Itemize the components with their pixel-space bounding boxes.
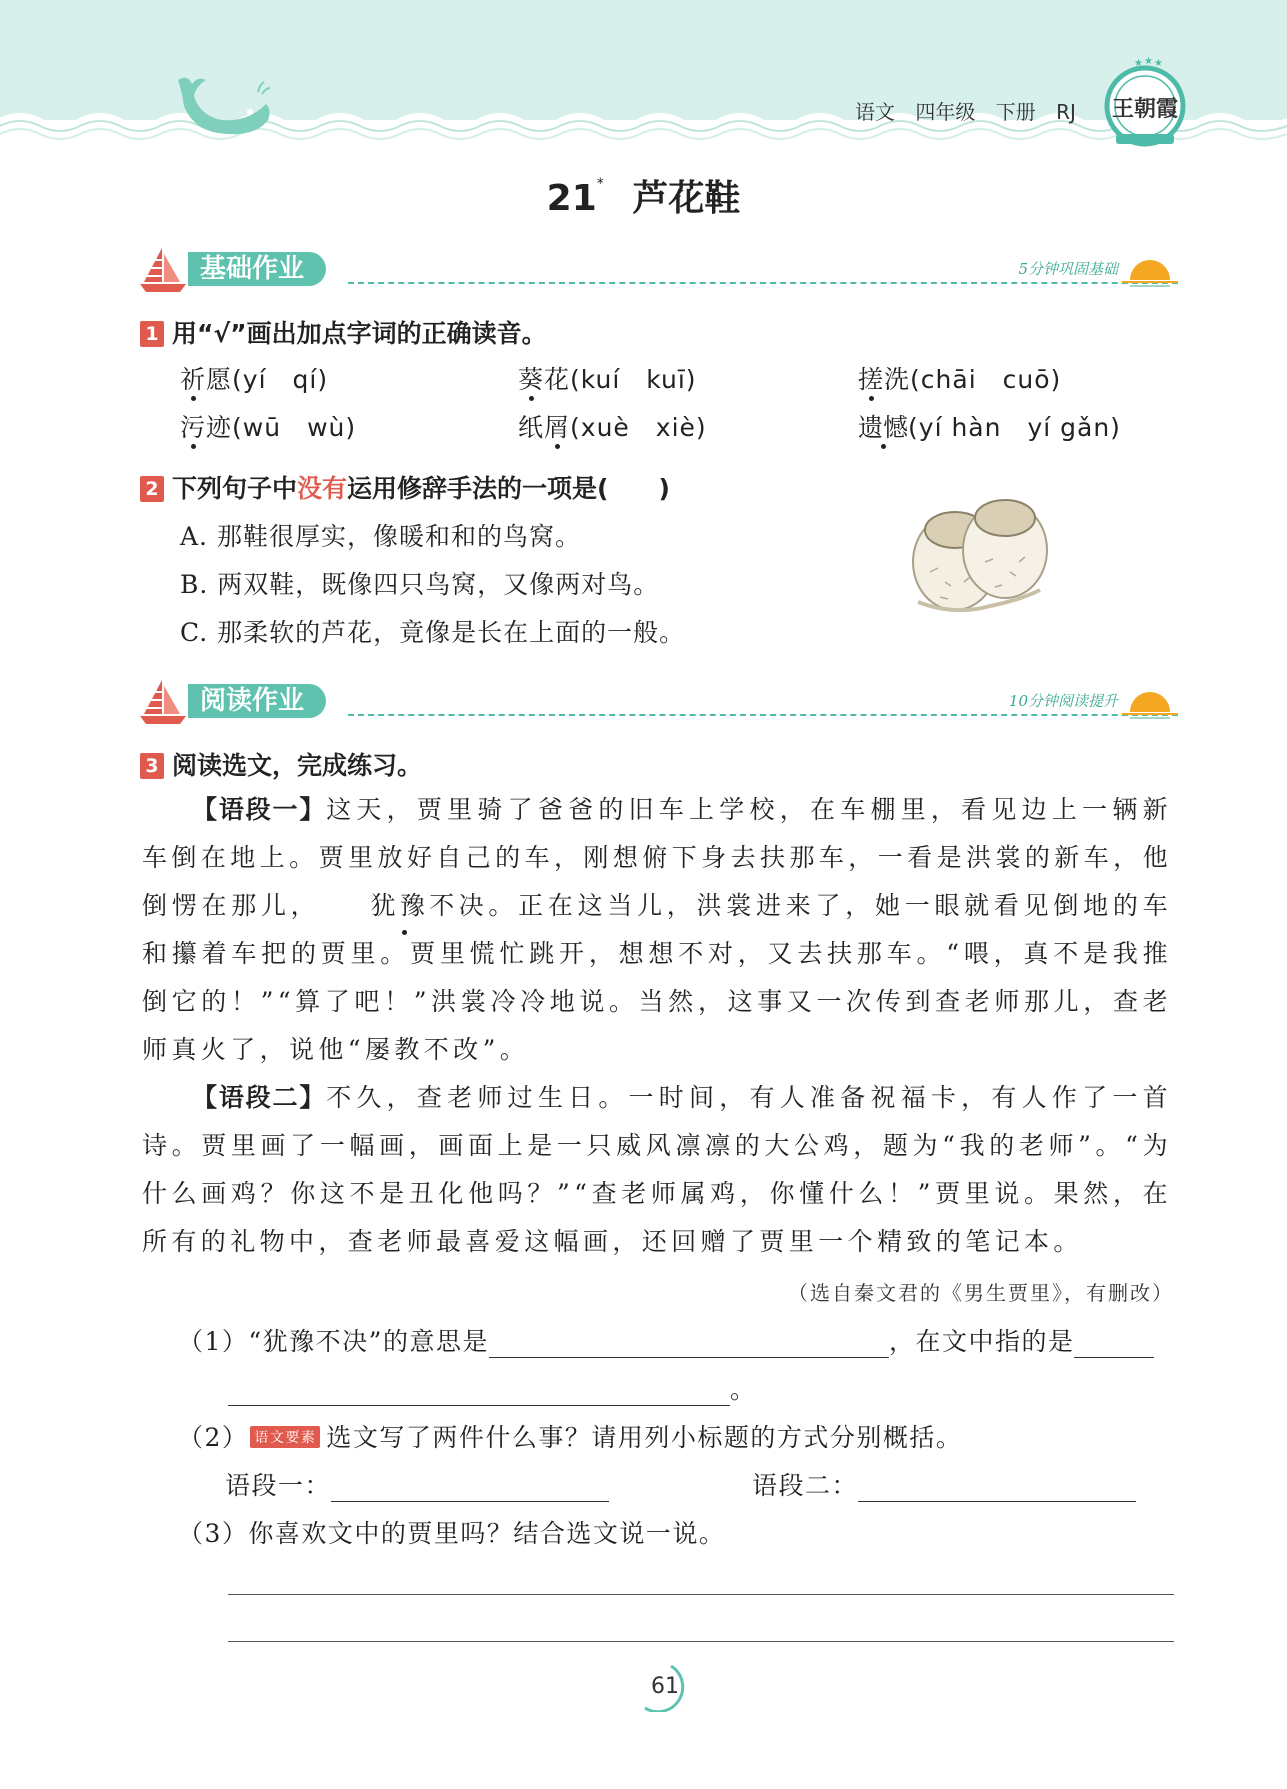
pinyin-item: 搓洗(chāi cuō)	[858, 360, 1061, 396]
sub-question-2-answer-one: 语段一：	[225, 1466, 609, 1502]
sub-question-1-continued: 。	[228, 1370, 757, 1406]
sailboat-icon	[138, 246, 188, 294]
section-reading-tagline: 10分钟阅读提升	[1008, 692, 1118, 710]
svg-text:★: ★	[1134, 58, 1143, 69]
subject-label: 语文	[855, 100, 895, 124]
page-number: 61	[651, 1674, 679, 1699]
grade-info	[855, 96, 1076, 125]
section-reading-label: 阅读作业	[188, 684, 326, 718]
lesson-title	[0, 170, 1287, 221]
answer-line[interactable]	[228, 1641, 1174, 1642]
lesson-number: 21	[546, 178, 597, 219]
passage-paragraph-2: 【语段二】不久，查老师过生日。一时间，有人准备祝福卡，有人作了一首诗。贾里画了一幅画，画面上是一只威风凛凛的大公鸡，题为“我的老师”。“为什么画鸡？你这不是丑化他吗？”“查老师属鸡，你懂什么！”贾里说。果然，在所有的礼物中，查老师最喜爱这幅画，还回赠了贾里一个精致的笔记本。	[142, 1083, 1172, 1256]
grade-label: 四年级	[915, 100, 976, 124]
edition-label: RJ	[1056, 100, 1076, 124]
pinyin-item: 葵花(kuí kuī)	[518, 360, 697, 396]
section-basic-tagline: 5分钟巩固基础	[1018, 260, 1118, 278]
question-2-heading: 2 下列句子中没有运用修辞手法的一项是( )	[140, 469, 670, 505]
sailboat-icon	[138, 678, 188, 726]
brand-name: 王朝霞	[1111, 96, 1179, 122]
sub-question-2-answer-two: 语段二：	[752, 1466, 1136, 1502]
answer-blank[interactable]	[1074, 1329, 1154, 1358]
optional-mark: *	[596, 176, 604, 192]
volume-label: 下册	[995, 100, 1036, 124]
sub-question-1: （1）“犹豫不决”的意思是 ，在文中指的是	[178, 1322, 1154, 1358]
lesson-name: 芦花鞋	[632, 178, 741, 219]
question-1-heading: 1 用“√”画出加点字词的正确读音。	[140, 314, 547, 350]
section-divider	[348, 714, 1178, 716]
question-3-heading: 3 阅读选文，完成练习。	[140, 746, 422, 782]
section-reading-header	[138, 678, 1178, 728]
sunset-icon	[1122, 682, 1178, 722]
answer-blank[interactable]	[858, 1473, 1136, 1502]
section-divider	[348, 282, 1178, 284]
question-number: 3	[140, 753, 164, 779]
option-a[interactable]: A. 那鞋很厚实，像暖和和的鸟窝。	[180, 522, 581, 551]
pinyin-item: 污迹(wū wù)	[180, 408, 356, 444]
section-basic-label: 基础作业	[188, 252, 326, 286]
pinyin-item: 纸屑(xuè xiè)	[518, 408, 707, 444]
brand-logo	[1100, 56, 1190, 152]
section-basic-header	[138, 246, 1178, 296]
answer-blank[interactable]	[489, 1329, 889, 1358]
pinyin-item: 遗憾(yí hàn yí gǎn)	[858, 408, 1121, 444]
emphasis-text: 没有	[297, 474, 348, 503]
passage-tag: 【语段二】	[192, 1083, 327, 1112]
whale-icon	[170, 70, 280, 140]
sunset-icon	[1122, 250, 1178, 290]
pinyin-item: 祈愿(yí qí)	[180, 360, 328, 396]
dotted-phrase: 犹豫不决	[320, 891, 488, 920]
reed-shoes-illustration	[900, 482, 1060, 617]
sub-question-2: （2） 语文要素 选文写了两件什么事？请用列小标题的方式分别概括。	[178, 1423, 963, 1452]
answer-blank[interactable]	[331, 1473, 609, 1502]
sub-question-3: （3）你喜欢文中的贾里吗？结合选文说一说。	[178, 1519, 726, 1548]
question-number: 2	[140, 476, 164, 502]
svg-text:★: ★	[1144, 56, 1153, 67]
passage-paragraph-1: 【语段一】这天，贾里骑了爸爸的旧车上学校，在车棚里，看见边上一辆新车倒在地上。贾里放好自己的车，刚想俯下身去扶那车，一看是洪裳的新车，他倒愣在那儿， 犹豫不决。正在这当儿，洪裳进来了，她一眼就看见倒地的车和攥着车把的贾里。贾里慌忙跳开，想想不对，又去扶那车。“喂，真不是我推倒它的！”“算了吧！”洪裳冷冷地说。当然，这事又一次传到查老师那儿，查老师真火了，说他“屡教不改”。	[142, 795, 1173, 1064]
answer-blank[interactable]	[228, 1377, 730, 1406]
passage-tag: 【语段一】	[192, 795, 327, 824]
passage-source: （选自秦文君的《男生贾里》，有删改）	[788, 1281, 1174, 1305]
skill-badge: 语文要素	[250, 1426, 320, 1448]
option-b[interactable]: B. 两双鞋，既像四只鸟窝，又像两对鸟。	[180, 570, 660, 599]
question-number: 1	[140, 321, 164, 347]
svg-text:★: ★	[1154, 58, 1163, 69]
option-c[interactable]: C. 那柔软的芦花，竟像是长在上面的一般。	[180, 618, 686, 647]
answer-line[interactable]	[228, 1594, 1174, 1595]
